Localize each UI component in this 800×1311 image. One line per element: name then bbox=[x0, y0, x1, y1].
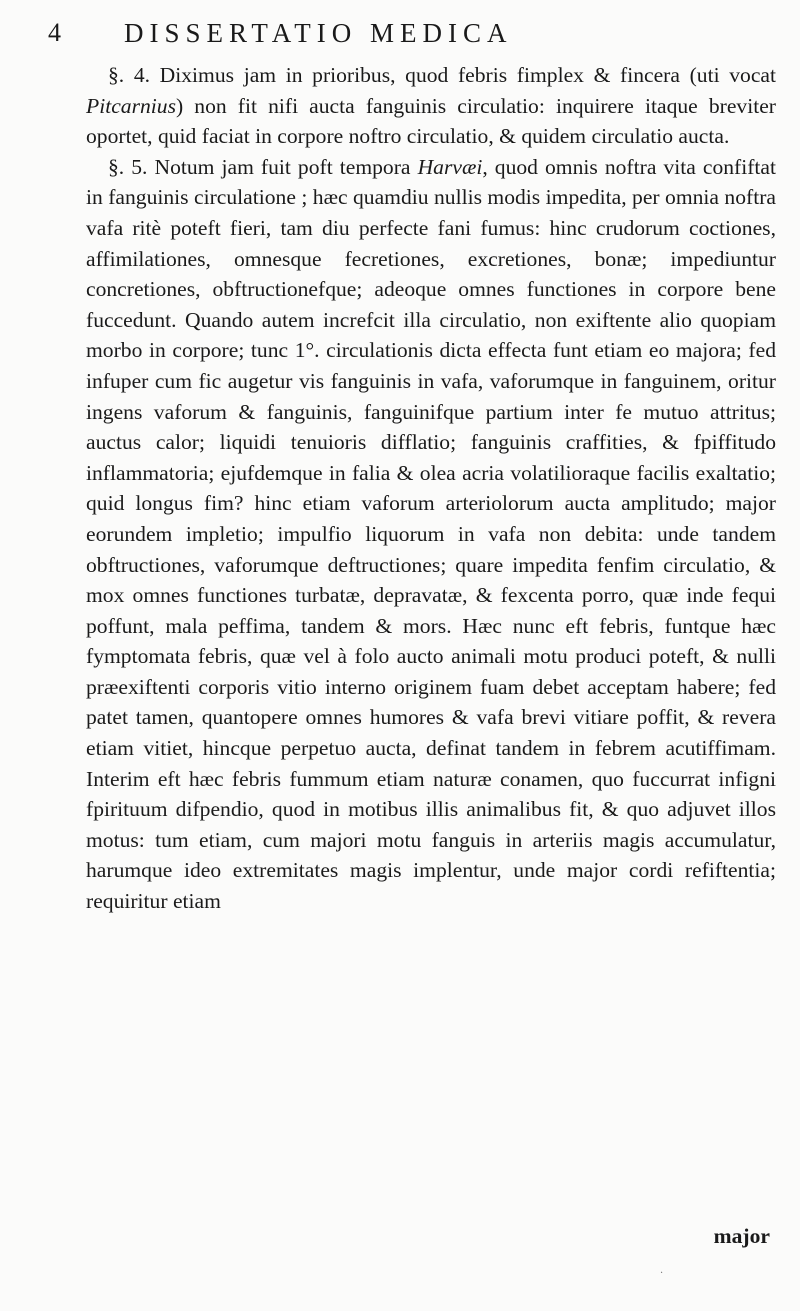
page-header bbox=[48, 8, 768, 58]
page-number: 4 bbox=[48, 18, 61, 47]
paragraph-text: , quod omnis noftra vita confiftat in fanguinis circulatione ; hæc quamdiu nullis modis impedita, per omnia noftra vafa ritè poteft fieri, tam diu perfecte fani fumus: hinc crudorum coctiones, affimilationes, omnesque fecretiones, excretiones, bonæ; impediuntur concretiones, obftructionefque; adeoque omnes functiones in corpore bene fuccedunt. Quando autem increfcit illa circulatio, non exiftente alio quopiam morbo in corpore; tunc 1°. circulationis dicta effecta funt etiam eo majora; fed infuper cum fic augetur vis fanguinis in vafa, vaforumque in fanguinem, oritur ingens vaforum & fanguinis, fanguinifque partium inter fe mutuo attritus; auctus calor; liquidi tenuioris difflatio; fanguinis craffities, & fpiffitudo inflammatoria; ejufdemque in falia & olea acria volatilioraque facilis exaltatio; quid longus fim? hinc etiam vaforum arteriolorum aucta amplitudo; major eorundem impletio; impulfio liquorum in vafa non debita: unde tandem obftructiones, vaforumque deftructiones; quare impedita fenfim circulatio, & mox omnes functiones turbatæ, depravatæ, & fexcenta porro, quæ inde fequi poffunt, mala peffima, tandem & mors. Hæc nunc eft febris, funtque hæc fymptomata febris, quæ vel à folo aucto animali motu produci poteft, & nulli præexiftenti corporis vitio interno originem fuam debet acceptam habere; fed patet tamen, quantopere omnes humores & vafa brevi vitiare poffit, & revera etiam vitiet, hincque perpetuo aucta, definat tandem in febrem acutiffimam. Interim eft hæc febris fummum etiam naturæ conamen, quo fuccurrat infigni fpirituum difpendio, quod in motibus illis animalibus fit, & quo adjuvet illos motus: tum etiam, cum majori motu fanguis in arteriis magis accumulatur, harumque ideo extremitates magis implentur, unde major cordi refiftentia; requiritur etiam bbox=[86, 154, 776, 914]
catchword: major bbox=[713, 1224, 770, 1248]
paragraph-section-4 bbox=[86, 60, 776, 152]
paragraph-text: §. 4. Diximus jam in prioribus, quod febris fimplex & fincera (uti vocat bbox=[108, 63, 776, 87]
author-name: Harvæi bbox=[417, 154, 483, 179]
paragraph-text: ) non fit nifi aucta fanguinis circulatio: inquirere itaque breviter oportet, quid faciat in corpore noftro circulatio, & quidem circulatio aucta. bbox=[86, 93, 776, 149]
body-text bbox=[86, 60, 776, 917]
ink-speck: · bbox=[660, 1268, 664, 1279]
author-name: Pitcarnius bbox=[86, 93, 176, 118]
paragraph-section-5 bbox=[86, 152, 776, 917]
paragraph-text: §. 5. Notum jam fuit poft tempora bbox=[108, 154, 418, 179]
running-title: DISSERTATIO MEDICA bbox=[124, 17, 513, 48]
